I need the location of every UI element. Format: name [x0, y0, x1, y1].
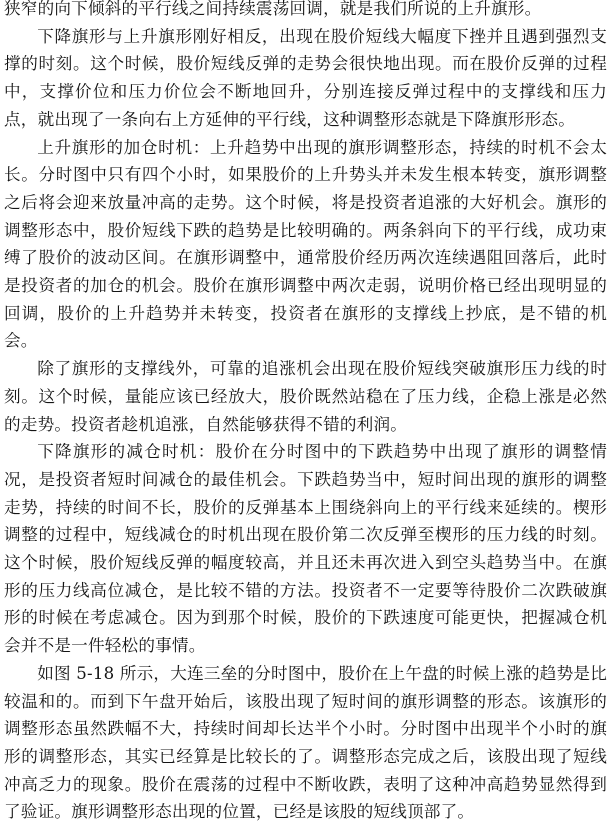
- paragraph-breakout-chase: 除了旗形的支撑线外，可靠的追涨机会出现在股价短线突破旗形压力线的时刻。这个时候，量能应该已经放大，股价既然站稳在了压力线，企稳上涨是必然的走势。投资者趁机追涨，自然能够获得不错的利润。: [4, 359, 607, 434]
- paragraph-figure-5-18-example: 如图 5-18 所示，大连三垒的分时图中，股价在上午盘的时候上涨的趋势是比较温和的。而到下午盘开始后，该股出现了短时间的旗形调整的形态。该旗形的调整形态虽然跌幅不大，持续时间却长达半个小时。分时图中出现半个小时的旗形的调整形态，其实已经算是比较长的了。调整形态完成之后，该股出现了短线冲高乏力的现象。股价在震荡的过程中不断收跌，表明了这种冲高趋势显然得到了验证。旗形调整形态出现的位置，已经是该股的短线顶部了。: [4, 663, 607, 822]
- paragraph-descending-flag-reduce-position: 下降旗形的减仓时机：股价在分时图中的下跌趋势中出现了旗形的调整情况，是投资者短时间减仓的最佳机会。下跌趋势当中，短时间出现的旗形的调整走势，持续的时间不长，股价的反弹基本上围绕斜向上的平行线来延续的。楔形调整的过程中，短线减仓的时机出现在股价第二次反弹至楔形的压力线的时刻。这个时候，股价短线反弹的幅度较高，并且还未再次进入到空头趋势当中。在旗形的压力线高位减仓，是比较不错的方法。投资者不一定要等待股价二次跌破旗形的时候在考虑减仓。因为到那个时候，股价的下跌速度可能更快，把握减仓机会并不是一件轻松的事情。: [4, 442, 607, 656]
- paragraph-descending-flag: 下降旗形与上升旗形刚好相反，出现在股价短线大幅度下挫并且遇到强烈支撑的时刻。这个时候，股价短线反弹的走势会很快地出现。而在股价反弹的过程中，支撑价位和压力价位会不断地回升，分别连接反弹过程中的支撑线和压力点，就出现了一条向右上方延伸的平行线，这种调整形态就是下降旗形形态。: [4, 26, 607, 129]
- paragraph-ascending-flag-add-position: 上升旗形的加仓时机：上升趋势中出现的旗形调整形态，持续的时机不会太长。分时图中只有四个小时，如果股价的上升势头并未发生根本转变，旗形调整之后将会迎来放量冲高的走势。这个时候，将是投资者追涨的大好机会。旗形的调整形态中，股价短线下跌的趋势是比较明确的。两条斜向下的平行线，成功束缚了股价的波动区间。在旗形调整中，通常股价经历两次连续遇阻回落后，此时是投资者的加仓的机会。股价在旗形调整中两次走弱，说明价格已经出现明显的回调，股价的上升趋势并未转变，投资者在旗形的支撑线上抄底，是不错的机会。: [4, 137, 607, 351]
- paragraph-continuation: 狭窄的向下倾斜的平行线之间持续震荡回调，就是我们所说的上升旗形。: [4, 0, 542, 18]
